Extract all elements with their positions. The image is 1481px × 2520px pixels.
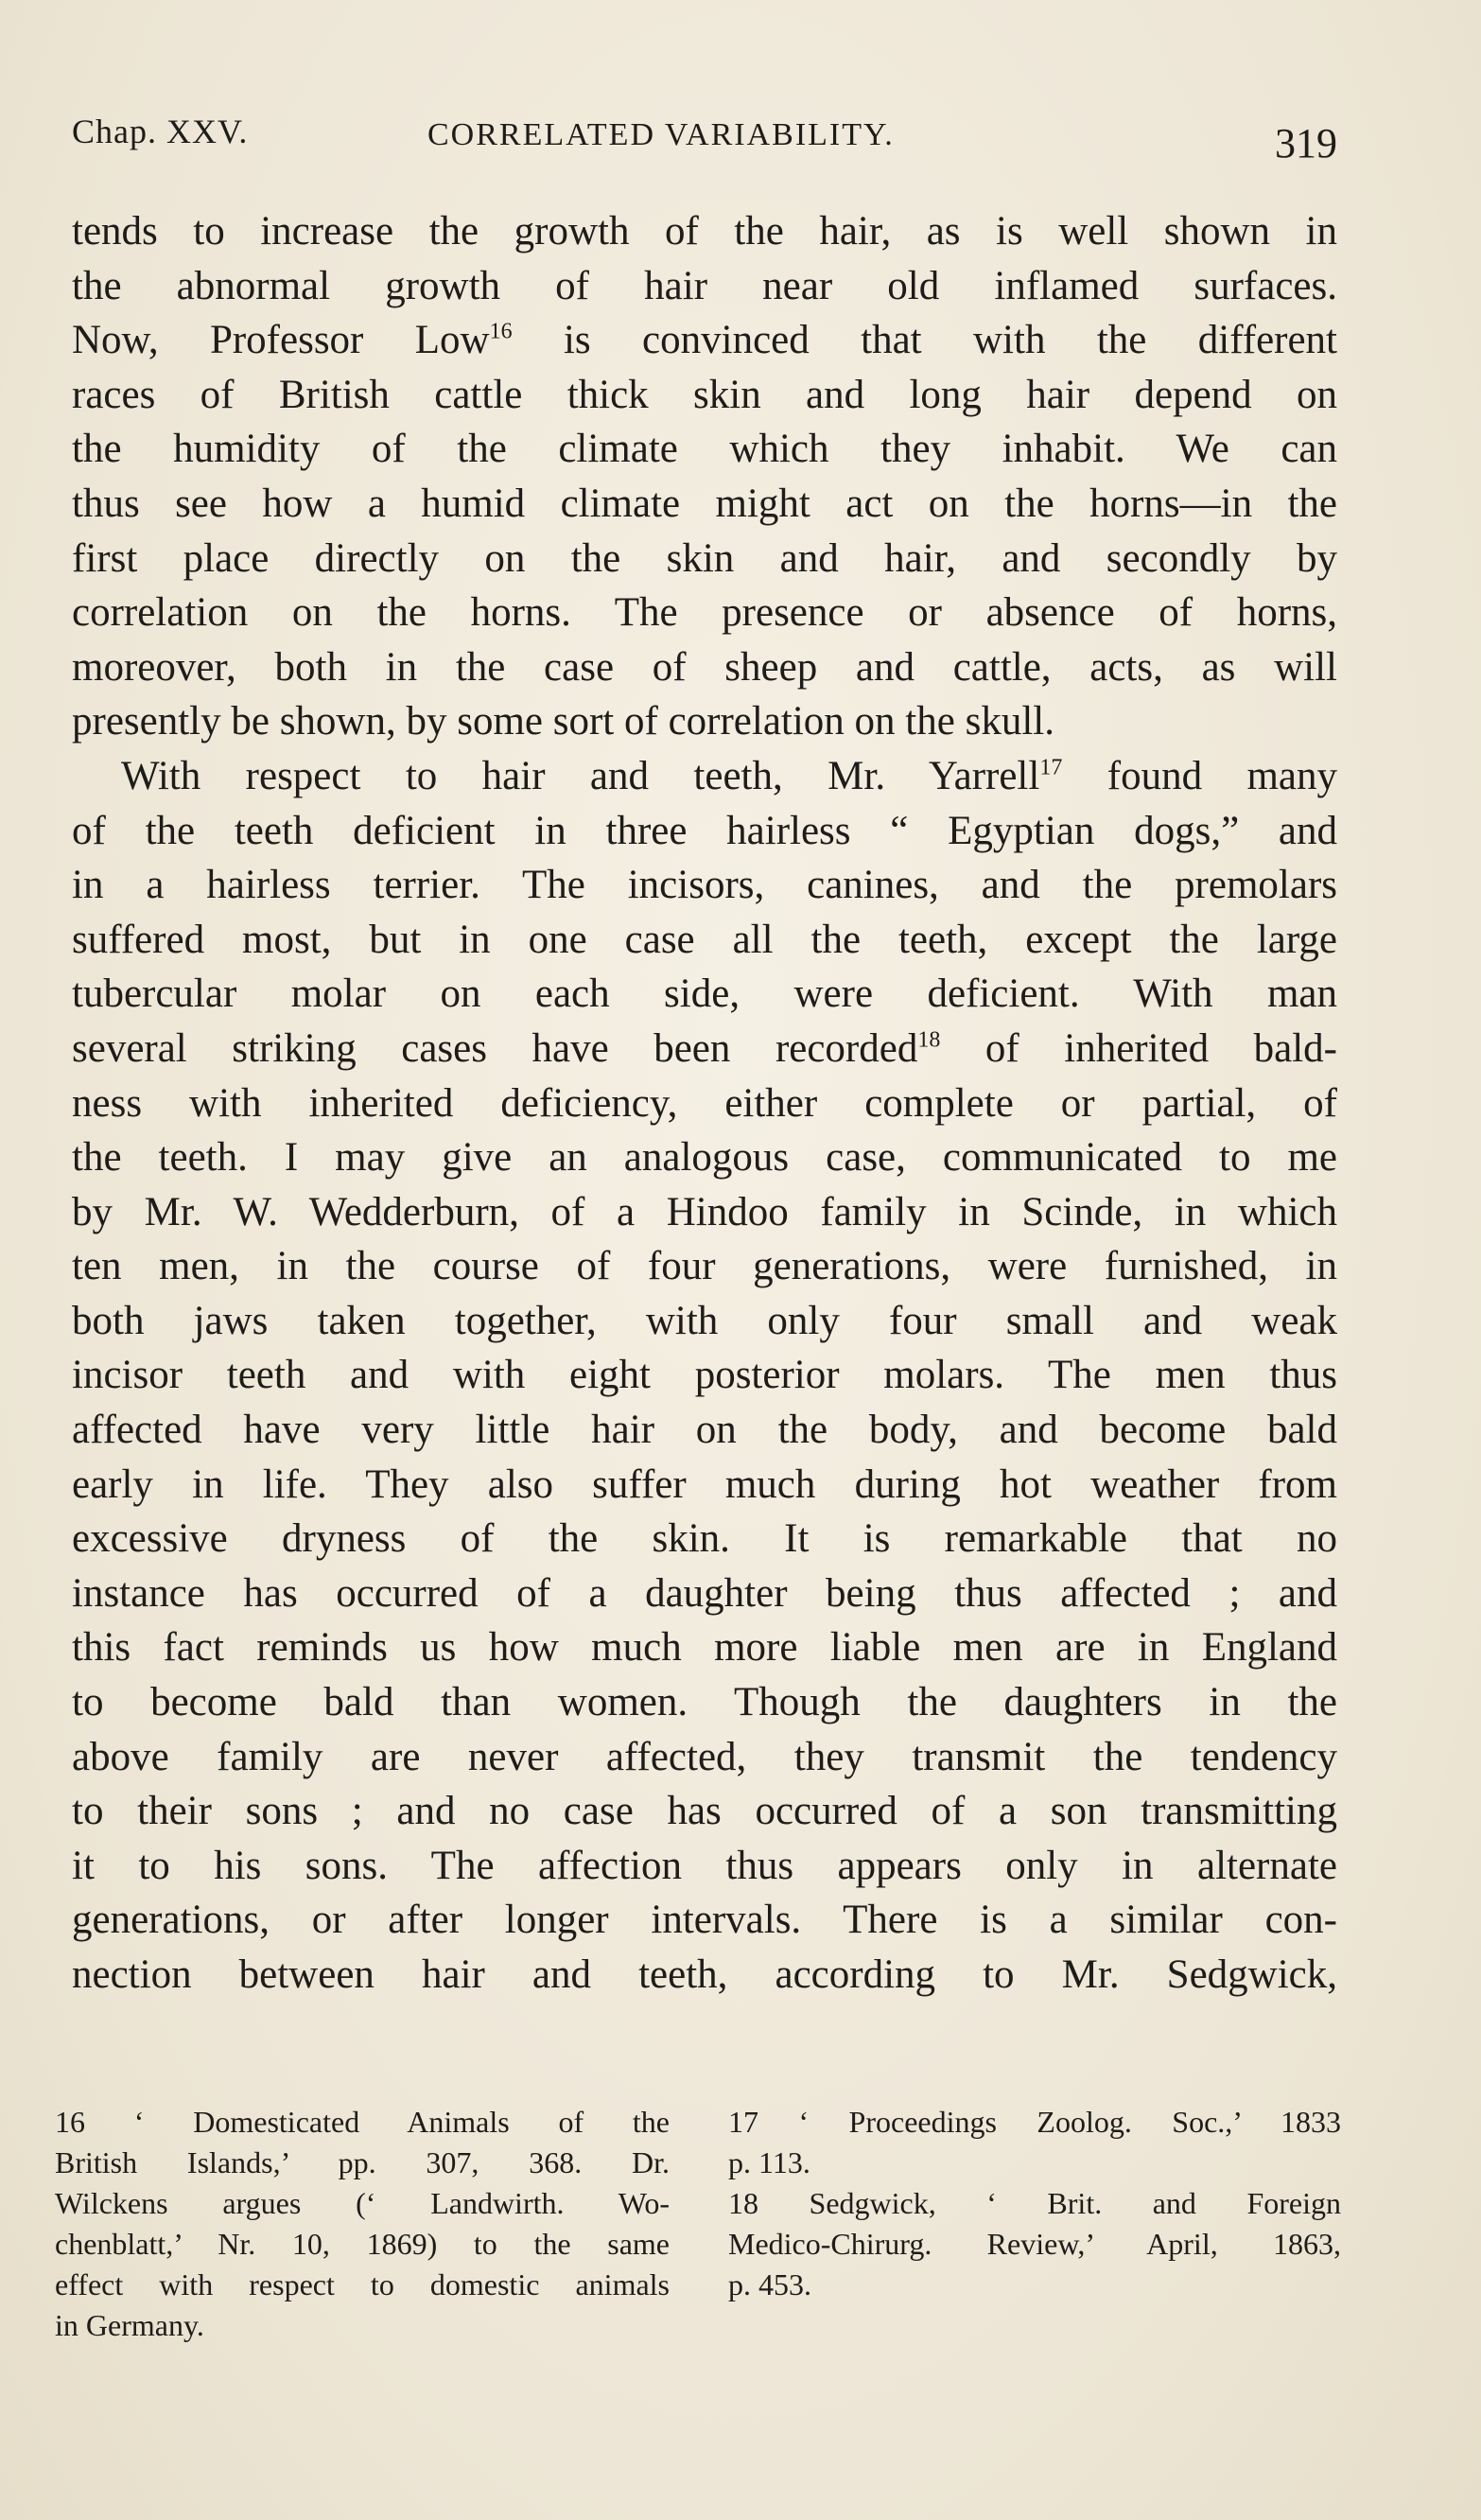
text-line: presently be shown, by some sort of correlation on the skull. (72, 699, 1054, 744)
text-line: in a hairless terrier. The incisors, canines, and the premolars (72, 863, 1337, 908)
text-line: early in life. They also suffer much during hot weather from (72, 1461, 1337, 1507)
footnote-line: Wilckens argues (‘ Landwirth. Wo- (55, 2186, 670, 2220)
footnote-line: p. 113. (728, 2145, 810, 2179)
text-fragment: of inherited bald- (984, 1025, 1337, 1071)
text-line: affected have very little hair on the body, and become bald (72, 1408, 1337, 1453)
chapter-label: Chap. XXV. (72, 113, 249, 150)
footnote-line: British Islands,’ pp. 307, 368. Dr. (55, 2145, 670, 2179)
footnote-line: 16 ‘ Domesticated Animals of the (55, 2105, 670, 2139)
running-header (72, 112, 1337, 168)
text-line: nection between hair and teeth, according to Mr. Sedgwick, (72, 1952, 1337, 1997)
footnote-line: Medico-Chirurg. Review,’ April, 1863, (728, 2227, 1341, 2261)
text-line: races of British cattle thick skin and long hair depend on (72, 372, 1337, 417)
text-line (72, 313, 1337, 368)
footnote-line: 18 Sedgwick, ‘ Brit. and Foreign (728, 2186, 1341, 2220)
footnote-ref: 16 (489, 319, 513, 344)
text-line: incisor teeth and with eight posterior molars. The men thus (72, 1353, 1337, 1398)
footnotes-right-column (728, 2102, 1341, 2305)
footnote-line: chenblatt,’ Nr. 10, 1869) to the same (55, 2227, 670, 2261)
footnote-ref: 18 (917, 1027, 941, 1053)
footnote-line: 17 ‘ Proceedings Zoolog. Soc.,’ 1833 (728, 2105, 1341, 2139)
text-line: this fact reminds us how much more liable men are in England (72, 1625, 1337, 1671)
text-line: the teeth. I may give an analogous case, communicated to me (72, 1135, 1337, 1181)
running-title: CORRELATED VARIABILITY. (427, 117, 895, 152)
text-fragment: found many (1106, 753, 1337, 798)
text-line: generations, or after longer intervals. There is a similar con- (72, 1898, 1337, 1943)
text-line: both jaws taken together, with only four small and weak (72, 1298, 1337, 1343)
text-line: tends to increase the growth of the hair, as is well shown in (72, 209, 1337, 254)
text-line: the abnormal growth of hair near old inflamed surfaces. (72, 263, 1337, 308)
body-text (72, 204, 1337, 2003)
text-line: to their sons ; and no case has occurred of a son transmitting (72, 1789, 1337, 1834)
text-line: instance has occurred of a daughter being thus affected ; and (72, 1570, 1337, 1616)
text-line: tubercular molar on each side, were deficient. With man (72, 971, 1337, 1017)
footnotes-left-column (55, 2102, 670, 2346)
text-line: excessive dryness of the skin. It is remarkable that no (72, 1516, 1337, 1562)
text-line: ten men, in the course of four generations, were furnished, in (72, 1244, 1337, 1289)
footnote-line: effect with respect to domestic animals (55, 2267, 670, 2301)
text-line: the humidity of the climate which they inhabit. We can (72, 427, 1337, 472)
text-line: moreover, both in the case of sheep and cattle, acts, as will (72, 644, 1337, 690)
page-number: 319 (1275, 120, 1337, 166)
text-line: by Mr. W. Wedderburn, of a Hindoo family in Scinde, in which (72, 1189, 1337, 1234)
footnote-ref: 17 (1039, 755, 1063, 780)
text-line: suffered most, but in one case all the teeth, except the large (72, 917, 1337, 962)
text-line: ness with inherited deficiency, either complete or partial, of (72, 1080, 1337, 1126)
text-line: correlation on the horns. The presence or absence of horns, (72, 590, 1337, 636)
footnote-line: in Germany. (55, 2308, 204, 2342)
footnote-line: p. 453. (728, 2267, 811, 2301)
text-line: thus see how a humid climate might act on the horns—in the (72, 481, 1337, 526)
text-line: of the teeth deficient in three hairless “ Egyptian dogs,” and (72, 808, 1337, 853)
text-fragment: With respect to hair and teeth, Mr. Yarrell (121, 753, 1040, 798)
text-line: it to his sons. The affection thus appears only in alternate (72, 1843, 1337, 1888)
text-fragment: Now, Professor Low (72, 318, 490, 363)
text-fragment: several striking cases have been recorded (72, 1025, 918, 1071)
text-line: first place directly on the skin and hair, and secondly by (72, 535, 1337, 581)
text-line (72, 749, 1337, 804)
text-line: to become bald than women. Though the daughters in the (72, 1680, 1337, 1725)
text-line: above family are never affected, they transmit the tendency (72, 1734, 1337, 1779)
text-line (72, 1022, 1337, 1076)
text-fragment: is convinced that with the different (563, 318, 1337, 363)
